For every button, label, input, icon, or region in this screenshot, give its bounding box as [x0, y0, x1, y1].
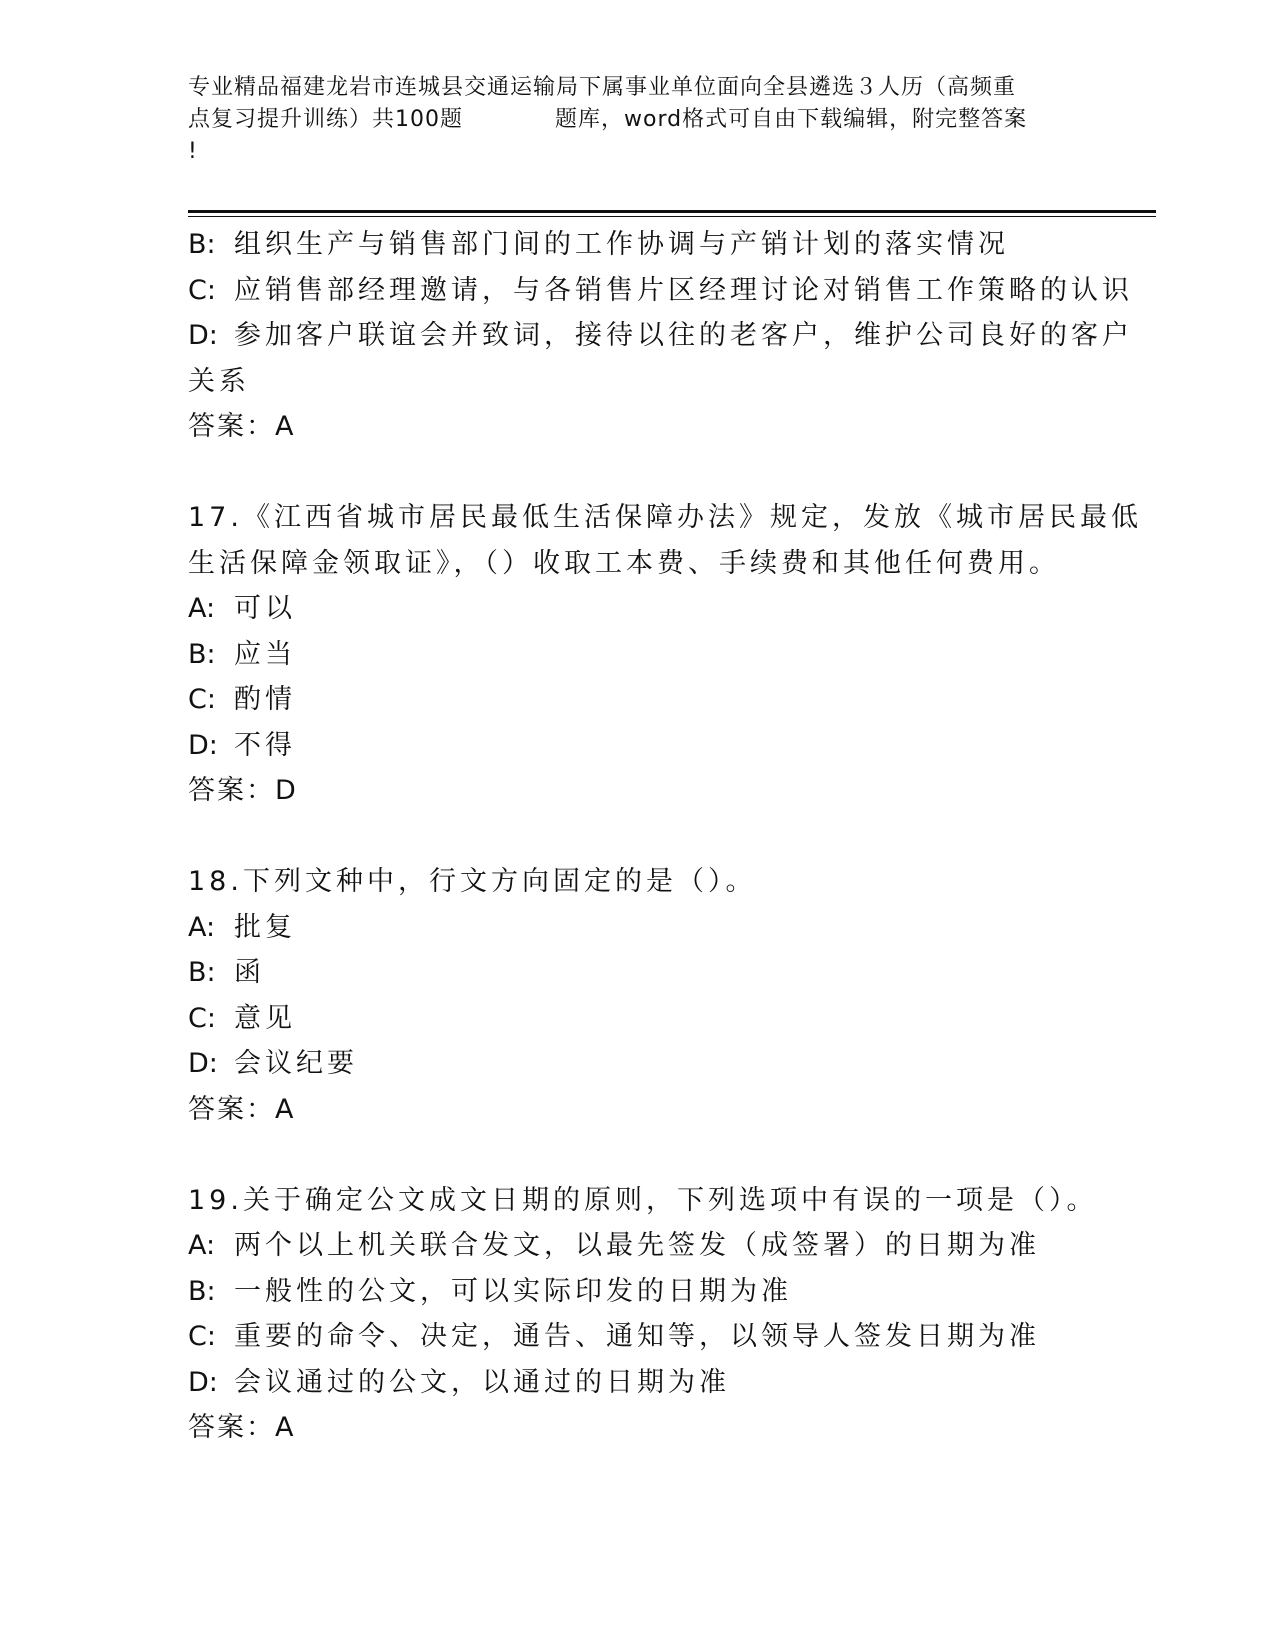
option-d: D: 不得 [188, 729, 296, 761]
answer-line: 答案：A [188, 1412, 296, 1443]
question-stem: 18.下列文种中，行文方向固定的是（）。 [188, 866, 757, 897]
prev-question-block [188, 222, 1133, 450]
question-spacer [188, 450, 1088, 496]
option-b: B: 一般性的公文，可以实际印发的日期为准 [188, 1275, 792, 1307]
header-line-3: ! [188, 139, 198, 164]
option-b: B: 应当 [188, 638, 296, 670]
option-a: A: 可以 [188, 593, 296, 624]
question-18 [188, 859, 1088, 1132]
answer-line: 答案：A [188, 411, 296, 442]
question-list [188, 222, 1142, 1451]
question-spacer [188, 814, 1088, 860]
option-a: A: 两个以上机关联合发文，以最先签发（成签署）的日期为准 [188, 1230, 1040, 1261]
question-stem: 17.《江西省城市居民最低生活保障办法》规定，发放《城市居民最低 [188, 502, 1142, 533]
option-b: B: 组织生产与销售部门间的工作协调与产销计划的落实情况 [188, 229, 1009, 260]
option-c: C: 意见 [188, 1002, 296, 1034]
question-19 [188, 1178, 1098, 1451]
option-d: D: 会议通过的公文，以通过的日期为准 [188, 1366, 730, 1398]
option-d-continued: 关系 [188, 365, 250, 397]
option-c: C: 酌情 [188, 684, 296, 715]
header-line-2: 点复习提升训练）共100题 题库，word格式可自由下载编辑，附完整答案 [188, 107, 1028, 132]
document-header [188, 72, 1088, 168]
option-d: D: 参加客户联谊会并致词，接待以往的老客户，维护公司良好的客户 [188, 320, 1133, 351]
question-17 [188, 495, 1142, 814]
answer-line: 答案：D [188, 775, 298, 806]
option-a: A: 批复 [188, 911, 296, 943]
answer-line: 答案：A [188, 1093, 296, 1125]
header-divider-thin [188, 216, 1156, 217]
option-c: C: 重要的命令、决定，通告、通知等，以领导人签发日期为准 [188, 1321, 1040, 1352]
question-stem: 19.关于确定公文成文日期的原则，下列选项中有误的一项是（）。 [188, 1184, 1098, 1216]
option-b: B: 函 [188, 957, 265, 988]
header-line-1: 专业精品福建龙岩市连城县交通运输局下属事业单位面向全县遴选３人历（高频重 [188, 75, 1017, 100]
header-divider-thick [188, 210, 1156, 213]
option-d: D: 会议纪要 [188, 1048, 358, 1079]
question-spacer [188, 1132, 1088, 1178]
question-stem-continued: 生活保障金领取证》，（）收取工本费、手续费和其他任何费用。 [188, 547, 1060, 579]
option-c: C: 应销售部经理邀请，与各销售片区经理讨论对销售工作策略的认识 [188, 274, 1133, 306]
